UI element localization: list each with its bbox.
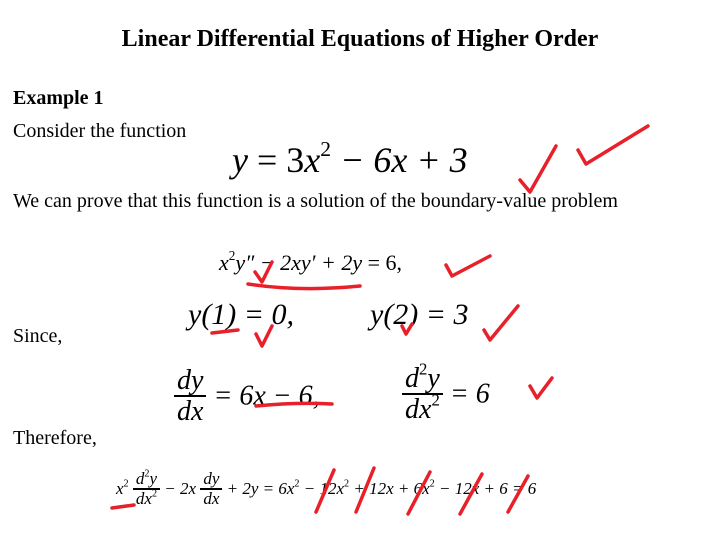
check-mark-ode (446, 256, 490, 276)
ode-equation: $x^2y'' - 2xy' + 2y = 6$, (219, 248, 403, 275)
check-mark-function-2 (578, 126, 648, 164)
strike-mark-2 (356, 468, 374, 512)
check-mark-bc1 (256, 326, 272, 346)
intro-text: Consider the function (13, 120, 187, 142)
check-mark-bc2-term (402, 324, 412, 334)
second-derivative: $\frac{d^2y}{dx^2}$ = 6 (402, 364, 490, 425)
strike-mark-4 (460, 474, 482, 514)
check-mark-function (520, 146, 556, 192)
slide-title: Linear Differential Equations of Higher Order (121, 26, 599, 52)
strike-mark-1 (316, 470, 334, 512)
example-label: Example 1 (13, 87, 104, 109)
strike-mark-5 (508, 476, 528, 512)
underline-bc1 (212, 330, 238, 333)
underline-first-derivative (256, 403, 332, 406)
since-label: Since, (13, 325, 63, 347)
check-mark-ode-term (255, 262, 272, 282)
underline-ode (248, 284, 360, 289)
strike-mark-3 (408, 472, 430, 514)
boundary-condition-2: y(2) = 3 (370, 298, 469, 331)
prove-text: We can prove that this function is a solution of the boundary-value problem (13, 190, 618, 212)
check-mark-bc2 (484, 306, 518, 340)
therefore-label: Therefore, (13, 427, 97, 449)
final-equation: $x^2$ $\frac{d^2y}{dx^2}$ − 2x $\frac{dy}{dx}$ + $2y = 6x^2 - 12x^2 + 12x + 6x^2 - 12x + 6 = 6$ (116, 468, 537, 508)
first-derivative: $\frac{dy}{dx}$ = 6x − 6, (174, 366, 320, 427)
underline-final-x2 (112, 505, 134, 508)
function-equation: $y = 3x^2 - 6x + 3$ (232, 136, 468, 180)
check-mark-second-derivative (530, 378, 552, 398)
boundary-condition-1: y(1) = 0, (188, 298, 295, 331)
